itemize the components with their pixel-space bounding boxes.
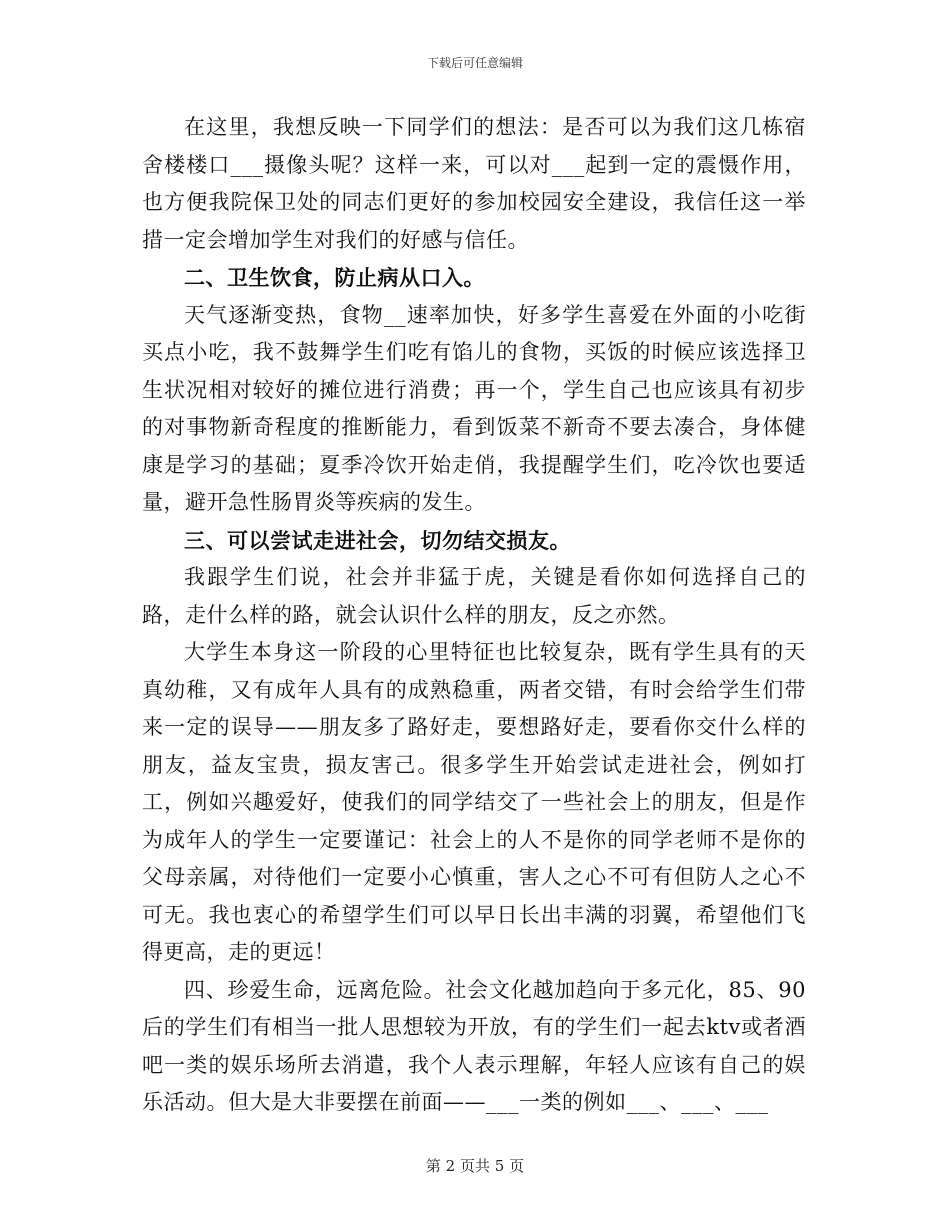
paragraph-camera-suggestion: 在这里，我想反映一下同学们的想法：是否可以为我们这几栋宿舍楼楼口___摄像头呢？这样一来，可以对___起到一定的震慑作用，也方便我院保卫处的同志们更好的参加校园安全建设，我信任这一举措一定会增加学生对我们的好感与信任。 <box>142 115 806 252</box>
section-heading-hygiene: 二、卫生饮食，防止病从口入。 <box>184 265 485 290</box>
paragraph-friends: 大学生本身这一阶段的心里特征也比较复杂，既有学生具有的天真幼稚，又有成年人具有的成熟稳重，两者交错，有时会给学生们带来一定的误导——朋友多了路好走，要想路好走，要看你交什么样的朋友，益友宝贵，损友害己。很多学生开始尝试走进社会，例如打工，例如兴趣爱好，使我们的同学结交了一些社会上的朋友，但是作为成年人的学生一定要谨记：社会上的人不是你的同学老师不是你的父母亲属，对待他们一定要小心慎重，害人之心不可有但防人之心不可无。我也衷心的希望学生们可以早日长出丰满的羽翼，希望他们飞得更高，走的更远！ <box>142 640 806 964</box>
document-body <box>142 109 806 1122</box>
paragraph-food-safety: 天气逐渐变热，食物__速率加快，好多学生喜爱在外面的小吃街买点小吃，我不鼓舞学生们吃有馅儿的食物，买饭的时候应该选择卫生状况相对较好的摊位进行消费；再一个，学生自己也应该具有初步的对事物新奇程度的推断能力，看到饭菜不新奇不要去凑合，身体健康是学习的基础；夏季冷饮开始走俏，我提醒学生们，吃冷饮也要适量，避开急性肠胃炎等疾病的发生。 <box>142 302 806 514</box>
paragraph-cherish-life: 四、珍爱生命，远离危险。社会文化越加趋向于多元化，85、90后的学生们有相当一批人思想较为开放，有的学生们一起去ktv或者酒吧一类的娱乐场所去消遣，我个人表示理解，年轻人应该有自己的娱乐活动。但大是大非要摆在前面——___一类的例如___、___、___ <box>142 977 806 1114</box>
section-heading-society: 三、可以尝试走进社会，切勿结交损友。 <box>184 527 571 553</box>
paragraph-choose-path: 我跟学生们说，社会并非猛于虎，关键是看你如何选择自己的路，走什么样的路，就会认识什么样的朋友，反之亦然。 <box>142 565 806 627</box>
page-number: 第 2 页共 5 页 <box>425 1157 525 1175</box>
page-header: 下载后可任意编辑 <box>426 56 523 70</box>
